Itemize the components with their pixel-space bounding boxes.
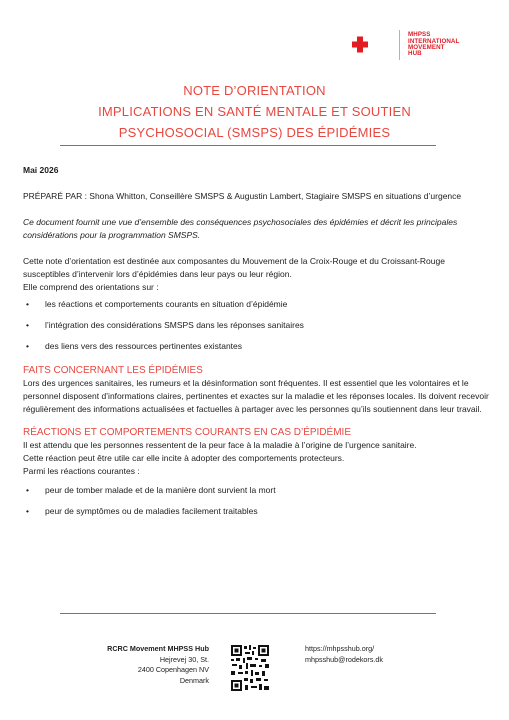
logo-line: MOVEMENT: [408, 44, 445, 51]
footer-address: [9, 644, 209, 686]
red-cross-crescent-icon: [352, 33, 390, 57]
document-title: [0, 80, 509, 143]
list-item-text: les réactions et comportements courants en situation d’épidémie: [45, 299, 288, 309]
footer-url-link[interactable]: https://mhpsshub.org/: [305, 644, 375, 653]
publication-date: Mai 2026: [23, 165, 59, 175]
footer-contact: [305, 644, 383, 665]
section-reactions-body-3: Parmi les réactions courantes :: [23, 466, 140, 476]
logo-line: HUB: [408, 50, 422, 58]
list-item: [23, 505, 489, 518]
list-item: [23, 340, 489, 353]
section-heading-facts: FAITS CONCERNANT LES ÉPIDÉMIES: [23, 365, 203, 376]
title-line-1: NOTE D’ORIENTATION: [183, 83, 326, 98]
logo-line: INTERNATIONAL: [408, 37, 460, 45]
title-divider: [60, 145, 436, 146]
intro-paragraph: Ce document fournit une vue d’ensemble des conséquences psychosociales des épidémies et décrit les principales considérations pour la programmation SMSPS.: [23, 217, 458, 240]
section-facts-body: Lors des urgences sanitaires, les rumeurs et la désinformation sont fréquentes. Il est essentiel que les volontaires et le personnel disposent d’informations claires, pertinentes et exactes sur la maladie et les réponses locales. Ils doivent recevoir régulièrement des informations actualisées et factuelles à partager avec les personnes qu’ils soutiennent dans leur travail.: [23, 378, 489, 414]
footer-email-link[interactable]: mhpsshub@rodekors.dk: [305, 654, 384, 664]
document-body: [23, 164, 489, 518]
qr-code-icon: [230, 644, 270, 692]
footer-street: Hejrevej 30, St.: [159, 654, 209, 664]
mhpss-hub-logo: [352, 30, 459, 60]
reactions-bullets: [23, 484, 489, 518]
footer-city: 2400 Copenhagen NV: [137, 665, 209, 674]
list-item-text: l’intégration des considérations SMSPS dans les réponses sanitaires: [45, 320, 304, 330]
bullet-icon: •: [26, 341, 29, 351]
section-heading-reactions: RÉACTIONS ET COMPORTEMENTS COURANTS EN CAS D’ÉPIDÉMIE: [23, 427, 352, 438]
section-reactions-body-1: Il est attendu que les personnes ressentent de la peur face à la maladie à l’origine de l’urgence sanitaire.: [23, 440, 417, 450]
list-item-text: des liens vers des ressources pertinentes existantes: [45, 341, 243, 351]
footer-country: Denmark: [179, 675, 209, 685]
list-item-text: peur de symptômes ou de maladies facilement traitables: [45, 506, 258, 516]
bullet-icon: •: [26, 320, 29, 330]
bullet-icon: •: [26, 485, 29, 495]
footer-divider: [60, 613, 436, 614]
audience-lead: Elle comprend des orientations sur :: [23, 282, 159, 292]
audience-paragraph: Cette note d’orientation est destinée aux composantes du Mouvement de la Croix-Rouge et du Croissant-Rouge susceptibles d’intervenir lors d’épidémies dans leur pays ou leur région.: [23, 256, 445, 279]
bullet-icon: •: [26, 299, 29, 309]
list-item: [23, 319, 489, 332]
title-line-3: PSYCHOSOCIAL (SMSPS) DES ÉPIDÉMIES: [118, 125, 391, 140]
list-item: [23, 298, 489, 311]
footer-org: RCRC Movement MHPSS Hub: [107, 644, 209, 653]
title-line-2: IMPLICATIONS EN SANTÉ MENTALE ET SOUTIEN: [98, 104, 411, 119]
bullet-icon: •: [26, 506, 29, 516]
list-item-text: peur de tomber malade et de la manière dont survient la mort: [45, 485, 276, 495]
audience-bullets: [23, 298, 489, 353]
prepared-by: PRÉPARÉ PAR : Shona Whitton, Conseillère SMSPS & Augustin Lambert, Stagiaire SMSPS en situations d’urgence: [23, 191, 462, 201]
logo-divider: [399, 30, 400, 60]
logo-line: MHPSS: [408, 31, 431, 39]
list-item: [23, 484, 489, 497]
logo-wordmark: [408, 32, 459, 57]
section-reactions-body-2: Cette réaction peut être utile car elle incite à adopter des comportements protecteurs.: [23, 453, 345, 463]
